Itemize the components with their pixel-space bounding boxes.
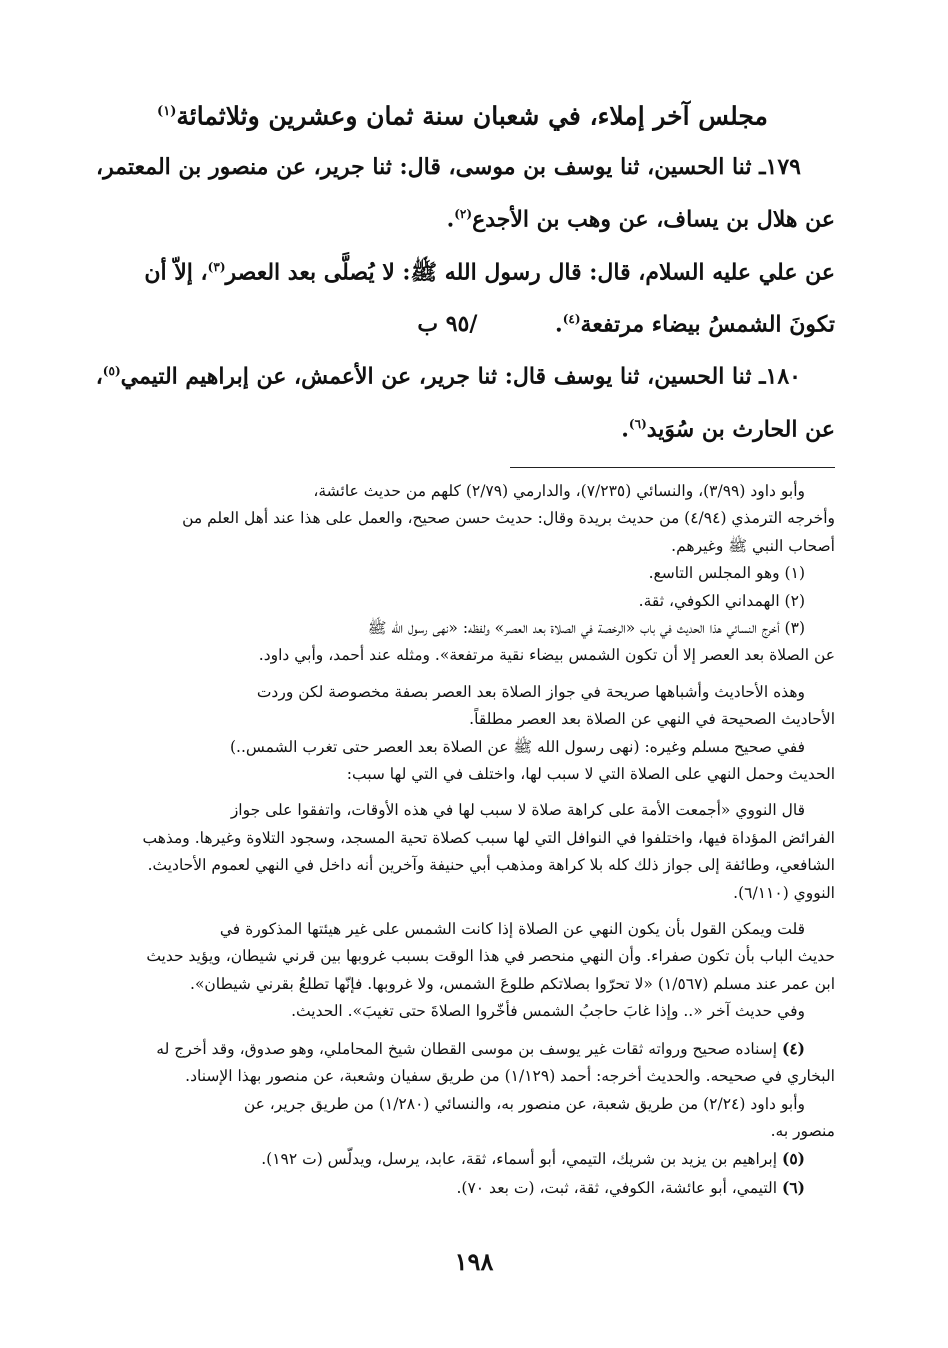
hadith-179-line-3-text: عن علي عليه السلام، قال: قال رسول الله ﷺ: لا يُصلَّى بعد العصر	[225, 258, 835, 285]
footnote-6	[90, 1174, 835, 1202]
footnote-3-nawawi-line-2: الفرائض المؤداة فيها، واختلفوا في النوافل التي لها سبب كصلاة تحية المسجد، وسجود التلاوة وغيرها. ومذهب	[142, 828, 835, 847]
footnote-4-line-1	[90, 1035, 835, 1063]
footnote-3-line-2: عن الصلاة بعد العصر إلا أن تكون الشمس بيضاء نقية مرتفعة». ومثله عند أحمد، وأبي داود.	[258, 646, 835, 665]
hadith-179-line-3	[90, 244, 835, 296]
hadith-180-line-1-text: ١٨٠ـ ثنا الحسين، ثنا يوسف قال: ثنا جرير، عن الأعمش، عن إبراهيم التيمي	[120, 363, 801, 390]
footnote-3-comment-line-2: حديث الباب بأن تكون صفراء. وأن النهي منحصر في هذا الوقت بسبب غروبها بين قرني شيطان، ويؤيد حديث	[146, 947, 835, 966]
hadith-180-line-1-end: ،	[95, 363, 103, 390]
page-title	[90, 92, 835, 136]
footnote-4-line-1-text: إسناده صحيح ورواته ثقات غير يوسف بن موسى القطان شيخ المحاملي، وهو صدوق، وقد أخرج له	[156, 1039, 778, 1058]
page-number: ١٩٨	[454, 1247, 494, 1276]
footnote-ref-3: (٣)	[207, 259, 226, 274]
book-page	[90, 92, 835, 1292]
footnote-6-number: (٦)	[781, 1177, 805, 1197]
manuscript-folio-mark: /٩٥ ب	[417, 311, 478, 338]
title-text: مجلس آخر إملاء، في شعبان سنة ثمان وعشرين وثلاثمائة	[176, 101, 768, 131]
title-footnote-mark: (١)	[157, 104, 177, 119]
footnote-4-number: (٤)	[781, 1038, 805, 1058]
footnote-5	[90, 1145, 835, 1173]
footnote-continued-line-3: أصحاب النبي ﷺ وغيرهم.	[671, 536, 835, 555]
footnote-3-para-3-line-2: الحديث وحمل النهي على الصلاة التي لا سبب لها، واختلف في التي لها سبب:	[346, 765, 835, 784]
footnote-4-line-2: البخاري في صحيحه. والحديث أخرجه: أحمد (١/١٢٩) من طريق سفيان وشعبة، عن منصور بهذا الإسناد.	[185, 1067, 835, 1086]
footnote-6-text: التيمي، أبو عائشة، الكوفي، ثقة، ثبت، (ت بعد ٧٠).	[456, 1178, 778, 1197]
footnote-3-nawawi-line-4: النووي (٦/١١٠).	[733, 883, 835, 902]
footnote-4-line-3: وأبو داود (٢/٢٤) من طريق شعبة، عن منصور به، والنسائي (١/٢٨٠) من طريق جرير، عن	[243, 1094, 805, 1113]
footnotes	[90, 478, 835, 1202]
hadith-179-line-2-text: عن هلال بن يساف، عن وهب بن الأجدع	[472, 206, 835, 233]
hadith-180-line-2-end: .	[621, 415, 629, 442]
hadith-180-line-1	[90, 348, 835, 400]
footnote-3-para-2-line-2: الأحاديث الصحيحة في النهي عن الصلاة بعد العصر مطلقاً.	[469, 710, 835, 729]
footnote-3-nawawi-line-1: قال النووي «أجمعت الأمة على كراهة صلاة لا سبب لها في هذه الأوقات، واتفقوا على جواز	[230, 801, 805, 820]
hadith-179-line-4	[90, 296, 835, 348]
hadith-179-line-4-text: تكونَ الشمسُ بيضاء مرتفعة	[580, 311, 835, 338]
hadith-179-line-3-end: ، إلاّ أن	[144, 258, 208, 285]
footnote-1: (١) وهو المجلس التاسع.	[648, 564, 805, 583]
hadith-179-line-4-end: .	[555, 311, 563, 338]
footnote-3-nawawi-line-3: الشافعي، وطائفة إلى جواز ذلك كله بلا كراهة ومذهب أبي حنيفة وآخرين أنه داخل في النهي لعموم الأحاديث.	[147, 856, 835, 875]
footnote-3-comment-line-4: وفي حديث آخر «.. وإذا غابَ حاجبُ الشمس فأخّروا الصلاةَ حتى تغيبَ». الحديث.	[291, 1002, 805, 1021]
footnote-3-comment-line-1: قلت ويمكن القول بأن يكون النهي عن الصلاة إذا كانت الشمس على غير هيئتها المذكورة في	[219, 920, 805, 939]
footnote-3-para-3: ففي صحيح مسلم وغيره: (نهى رسول الله ﷺ عن الصلاة بعد العصر حتى تغرب الشمس..)	[229, 737, 805, 756]
footnote-divider	[510, 467, 835, 468]
main-text	[90, 144, 835, 453]
footnote-ref-5: (٥)	[102, 364, 121, 379]
footnote-continued-line-1: وأبو داود (٣/٩٩)، والنسائي (٧/٢٣٥)، والدارمي (٢/٧٩) كلهم من حديث عائشة،	[313, 481, 805, 500]
footnote-2: (٢) الهمداني الكوفي، ثقة.	[638, 591, 805, 610]
footnote-5-text: إبراهيم بن يزيد بن شريك، التيمي، أبو أسماء، ثقة، عابد، يرسل، ويدلّس (ت ١٩٢).	[261, 1150, 778, 1169]
footnote-3-comment-line-3: ابن عمر عند مسلم (١/٥٦٧) «لا تحرّوا بصلاتكم طلوعَ الشمس، ولا غروبها. فإنّها تطلعُ بقرني شيطان».	[190, 974, 835, 993]
footnote-5-number: (٥)	[781, 1149, 805, 1169]
hadith-180-line-2	[90, 401, 835, 453]
footnote-ref-2: (٢)	[454, 207, 473, 222]
hadith-179-line-2-end: .	[446, 206, 455, 233]
hadith-179-line-2	[90, 191, 835, 243]
footnote-3-para-2-line-1: وهذه الأحاديث وأشباهها صريحة في جواز الصلاة بعد العصر بصفة مخصوصة لكن وردت	[256, 682, 805, 701]
footnote-4-line-4: منصور به.	[770, 1121, 835, 1140]
hadith-180-line-2-text: عن الحارث بن سُوَيد	[646, 415, 835, 442]
footnote-3-line-1: (٣) أخرج النسائي هذا الحديث في باب «الرخصة في الصلاة بعد العصر» ولفظه: «نهى رسول الله ﷺ	[367, 619, 805, 637]
hadith-179-line-1: ١٧٩ـ ثنا الحسين، ثنا يوسف بن موسى، قال: ثنا جرير، عن منصور بن المعتمر،	[96, 154, 801, 181]
footnote-continued-line-2: وأخرجه الترمذي (٤/٩٤) من حديث بريدة وقال: حديث حسن صحيح، والعمل على هذا عند أهل العلم من	[182, 509, 835, 528]
footnote-ref-4: (٤)	[562, 311, 581, 326]
footnote-ref-6: (٦)	[628, 416, 647, 431]
